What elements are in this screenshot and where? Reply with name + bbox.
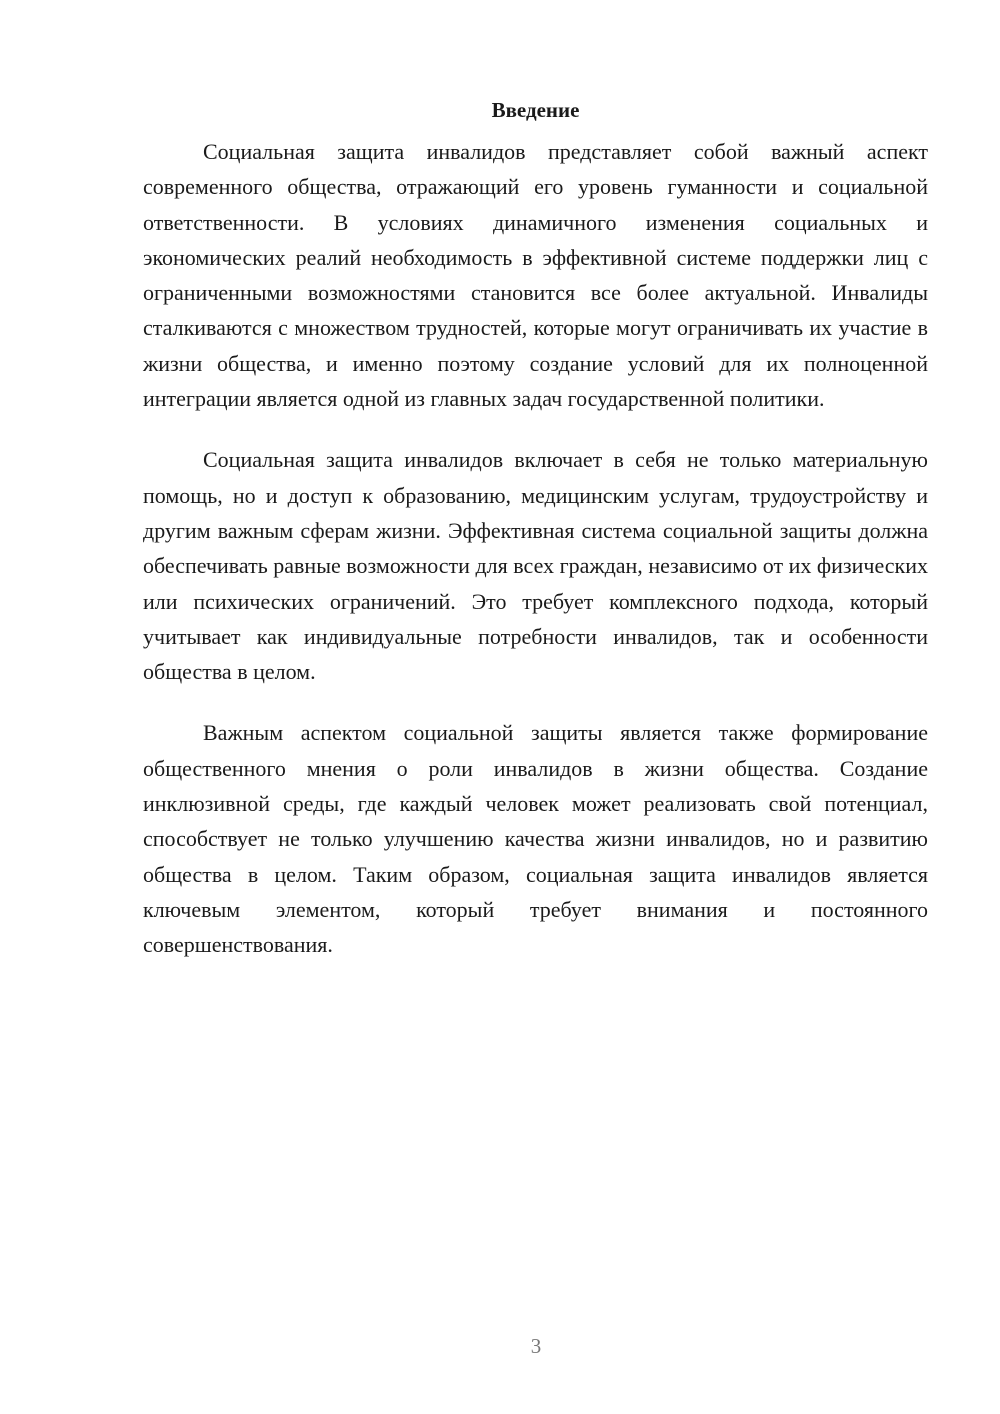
- page-number: 3: [530, 1334, 542, 1358]
- paragraph-2: Социальная защита инвалидов включает в себя не только материальную помощь, но и доступ к образованию, медицинским услугам, трудоустройству и другим важным сферам жизни. Эффективная система социальной защиты должна обеспечивать равные возможности для всех граждан, независимо от их физических или психических ограничений. Это требует комплексного подхода, который учитывает как индивидуальные потребности инвалидов, так и особенности общества в целом.: [143, 447, 928, 685]
- paragraph-1: Социальная защита инвалидов представляет собой важный аспект современного общества, отражающий его уровень гуманности и социальной ответственности. В условиях динамичного изменения социальных и экономических реалий необходимость в эффективной системе поддержки лиц с ограниченными возможностями становится все более актуальной. Инвалиды сталкиваются с множеством трудностей, которые могут ограничивать их участие в жизни общества, и именно поэтому создание условий для их полноценной интеграции является одной из главных задач государственной политики.: [143, 139, 928, 412]
- page-content: [143, 93, 928, 989]
- section-title: Введение: [491, 98, 580, 122]
- paragraph-3: Важным аспектом социальной защиты является также формирование общественного мнения о роли инвалидов в жизни общества. Создание инклюзивной среды, где каждый человек может реализовать свой потенциал, способствует не только улучшению качества жизни инвалидов, но и развитию общества в целом. Таким образом, социальная защита инвалидов является ключевым элементом, который требует внимания и постоянного совершенствования.: [143, 720, 928, 958]
